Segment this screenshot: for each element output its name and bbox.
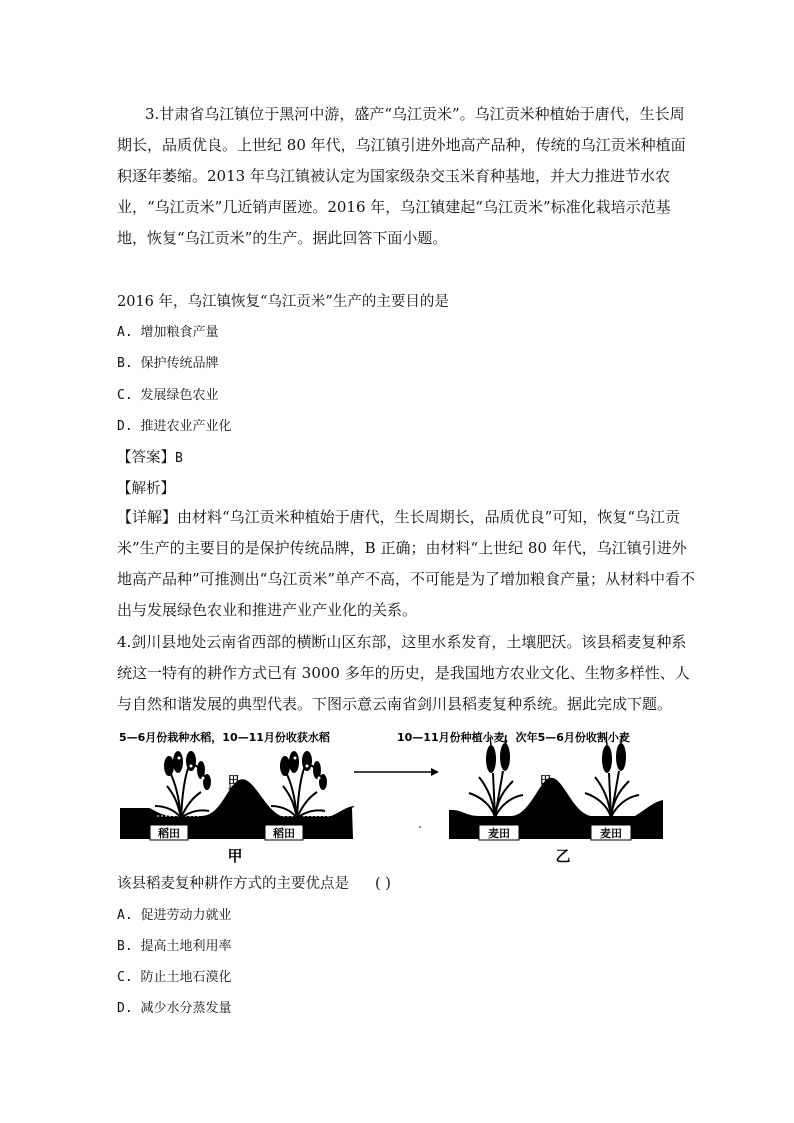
right-panel-caption: 10—11月份种植小麦，次年5—6月份收割小麦 [397,731,630,744]
q3-analysis-label: 【解析】 [117,481,175,497]
q3-option-c [117,384,218,403]
left-field-label-1: 稻田 [158,827,180,840]
crop-rotation-figure [117,726,697,868]
q3-option-d [117,415,231,434]
right-ridge-label: 田埂 [538,774,552,796]
rice-plant-icon [155,751,211,818]
arrow-head [431,768,439,776]
q4-option-c-text: C. 防止土地石漠化 [117,970,232,985]
q4-answer-bracket: ( ) [375,876,391,892]
q3-detail: 【详解】由材料“乌江贡米种植始于唐代，生长周期长，品质优良”可知，恢复“乌江贡米”生产的主要目的是保护传统品牌，B 正确；由材料“上世纪 80 年代，乌江镇引进外地高产品种”可推测出“乌江贡米”单产不高，不可能是为了增加粮食产量；从材料中看不出与发展绿色农业和推进产业产业化的关系。 [117,508,696,619]
q4-question [117,872,391,893]
wheat-plant-icon [469,735,523,817]
q3-option-d-text: D. 推进农业产业化 [117,419,232,434]
q4-question-text: 该县稻麦复种耕作方式的主要优点是 [117,876,349,892]
q3-option-c-text: C. 发展绿色农业 [117,388,219,403]
crop-rotation-diagram [117,726,697,868]
q3-option-a-text: A. 增加粮食产量 [117,325,219,340]
q3-answer [117,446,183,467]
q4-option-d [117,997,231,1016]
answer-label: 【答案】 [117,450,175,466]
right-field-label-2: 麦田 [600,827,622,840]
q3-option-a [117,321,218,340]
q3-stem: 3.甘肃省乌江镇位于黑河中游，盛产“乌江贡米”。乌江贡米种植始于唐代，生长周期长，品质优良。上世纪 80 年代，乌江镇引进外地高产品种，传统的乌江贡米种植面积逐年萎缩。2013 年乌江镇被认定为国家级杂交玉米育种基地，并大力推进节水农业，“乌江贡米”几近销声匿迹。2016 年，乌江镇建起“乌江贡米”标准化栽培示范基地，恢复“乌江贡米”的生产。据此回答下面小题。 [117,105,686,247]
answer-value: B [175,451,183,466]
left-panel-caption: 5—6月份栽种水稻，10—11月份收获水稻 [119,731,330,744]
left-field-label-2: 稻田 [273,827,295,840]
q4-stem: 4.剑川县地处云南省西部的横断山区东部，这里水系发育，土壤肥沃。该县稻麦复种系统这一特有的耕作方式已有 3000 多年的历史，是我国地方农业文化、生物多样性、人与自然和谐发展的典型代表。下图示意云南省剑川县稻麦复种系统。据此完成下题。 [117,633,690,713]
q4-option-b [117,935,231,954]
left-ridge-label: 田埂 [226,774,240,796]
q3-option-b [117,352,218,371]
right-field-label-1: 麦田 [488,827,510,840]
left-panel-label: 甲 [227,847,243,865]
q4-option-d-text: D. 减少水分蒸发量 [117,1001,232,1016]
q3-question: 2016 年，乌江镇恢复“乌江贡米”生产的主要目的是 [117,294,449,310]
right-panel-label: 乙 [555,847,571,865]
rice-plant-icon [271,751,327,818]
q4-option-a-text: A. 促进劳动力就业 [117,908,232,923]
q4-option-c [117,966,231,985]
stray-dot [419,826,421,828]
q4-option-a [117,904,231,923]
q3-option-b-text: B. 保护传统品牌 [117,356,219,371]
q4-option-b-text: B. 提高土地利用率 [117,939,232,954]
wheat-plant-icon [585,735,639,817]
